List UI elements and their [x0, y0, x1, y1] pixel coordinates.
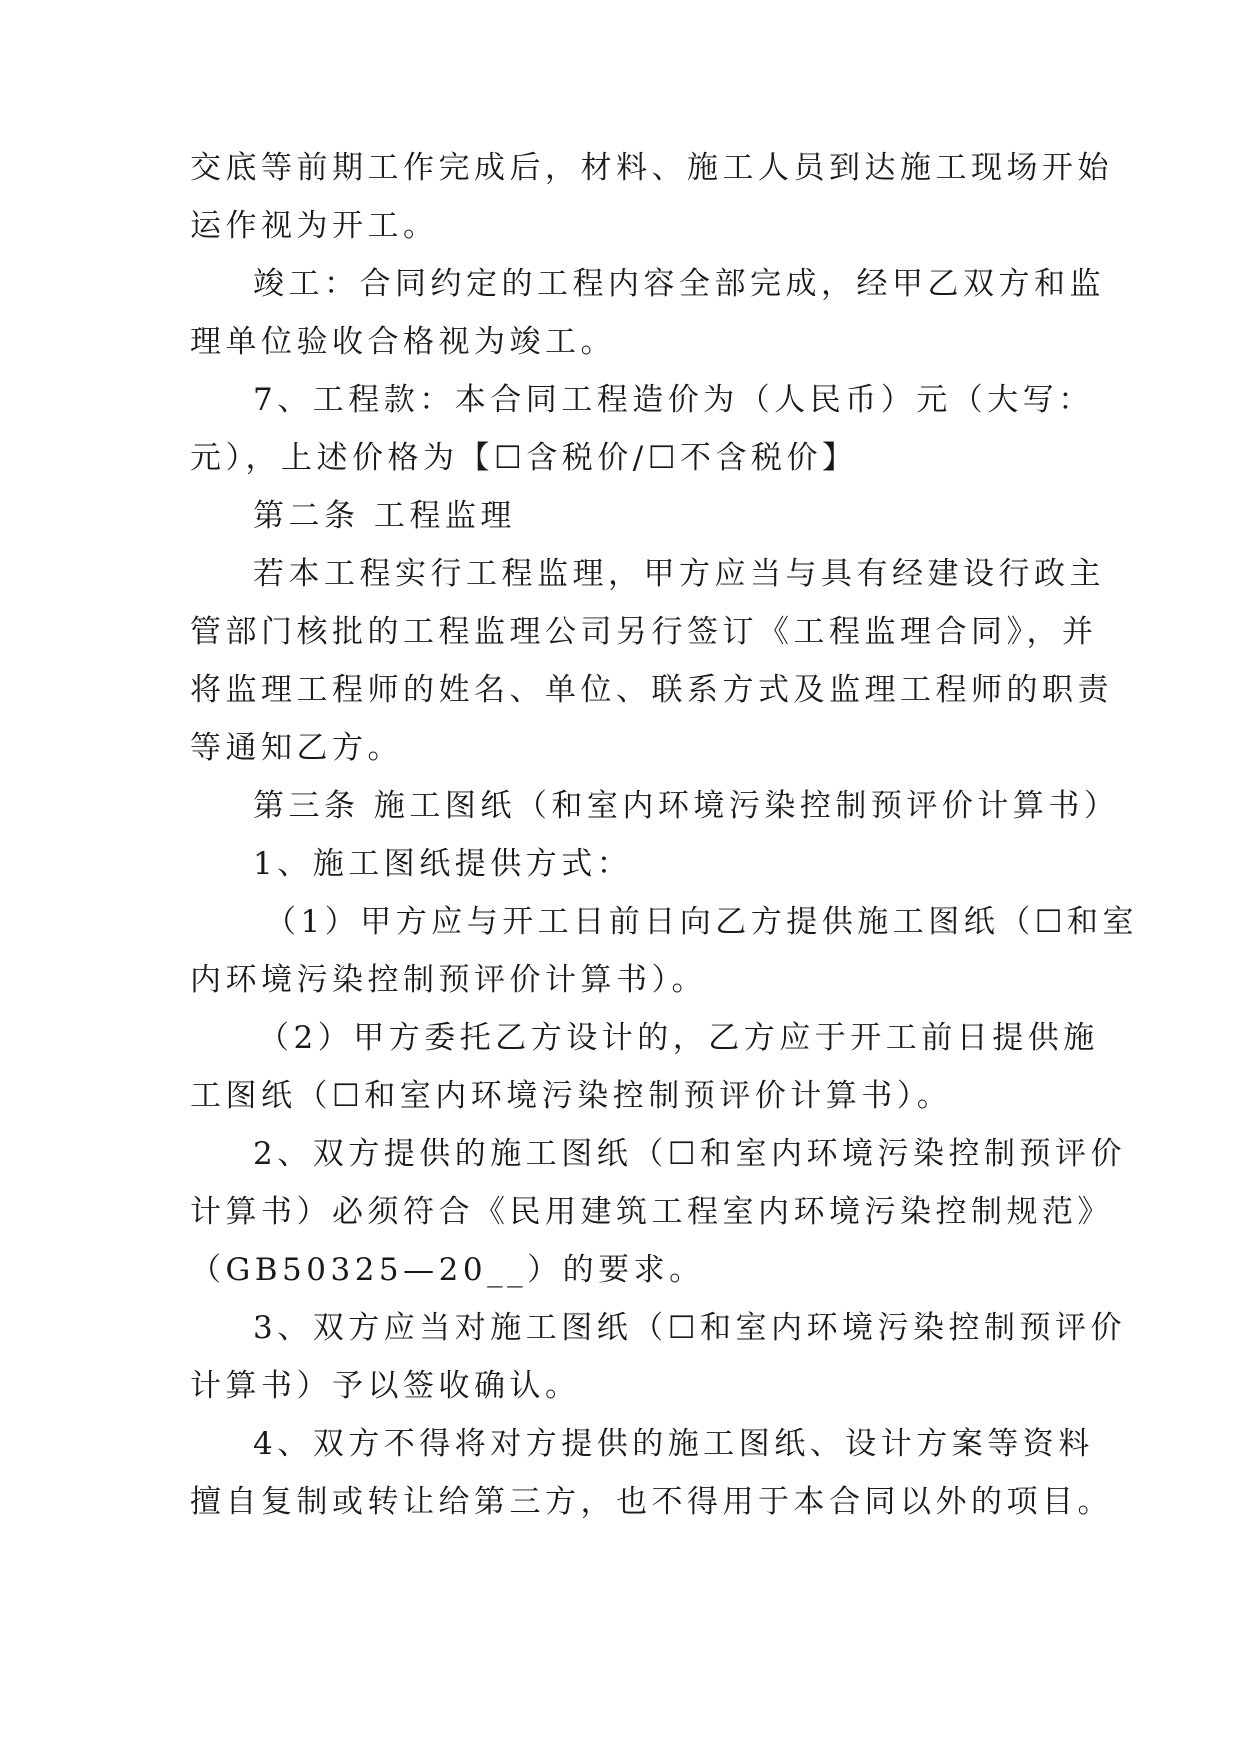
- paragraph-line: 运作视为开工。: [190, 208, 439, 244]
- paragraph-line: 理单位验收合格视为竣工。: [190, 324, 616, 360]
- paragraph-line: 1、施工图纸提供方式：: [253, 846, 633, 882]
- paragraph-line: 3、双方应当对施工图纸（☐和室内环境污染控制预评价: [253, 1310, 1127, 1346]
- section-heading: 第三条 施工图纸（和室内环境污染控制预评价计算书）: [253, 788, 1120, 824]
- paragraph-line: 7、工程款：本合同工程造价为（人民币）元（大写：: [253, 382, 1094, 418]
- paragraph-line: 内环境污染控制预评价计算书）。: [190, 962, 707, 998]
- paragraph-line: 交底等前期工作完成后，材料、施工人员到达施工现场开始: [190, 150, 1113, 186]
- paragraph-line: 若本工程实行工程监理，甲方应当与具有经建设行政主: [253, 556, 1105, 592]
- paragraph-line: 2、双方提供的施工图纸（☐和室内环境污染控制预评价: [253, 1136, 1127, 1172]
- paragraph-line: （1）甲方应与开工日前日向乙方提供施工图纸（☐和室: [265, 904, 1139, 940]
- section-heading: 第二条 工程监理: [253, 498, 516, 534]
- paragraph-line: 等通知乙方。: [190, 730, 403, 766]
- paragraph-line: 元），上述价格为【☐含税价/☐不含税价】: [190, 440, 858, 476]
- paragraph-line: 工图纸（☐和室内环境污染控制预评价计算书）。: [190, 1078, 953, 1114]
- paragraph-line: （GB50325—20__）的要求。: [190, 1252, 705, 1288]
- paragraph-line: 擅自复制或转让给第三方，也不得用于本合同以外的项目。: [190, 1484, 1113, 1520]
- paragraph-line: 管部门核批的工程监理公司另行签订《工程监理合同》，并: [190, 614, 1098, 650]
- paragraph-line: 将监理工程师的姓名、单位、联系方式及监理工程师的职责: [190, 672, 1113, 708]
- paragraph-line: 计算书）必须符合《民用建筑工程室内环境污染控制规范》: [190, 1194, 1113, 1230]
- paragraph-line: 4、双方不得将对方提供的施工图纸、设计方案等资料: [253, 1426, 1094, 1462]
- paragraph-line: 竣工：合同约定的工程内容全部完成，经甲乙双方和监: [253, 266, 1105, 302]
- paragraph-line: 计算书）予以签收确认。: [190, 1368, 581, 1404]
- paragraph-line: （2）甲方委托乙方设计的，乙方应于开工前日提供施: [258, 1020, 1099, 1056]
